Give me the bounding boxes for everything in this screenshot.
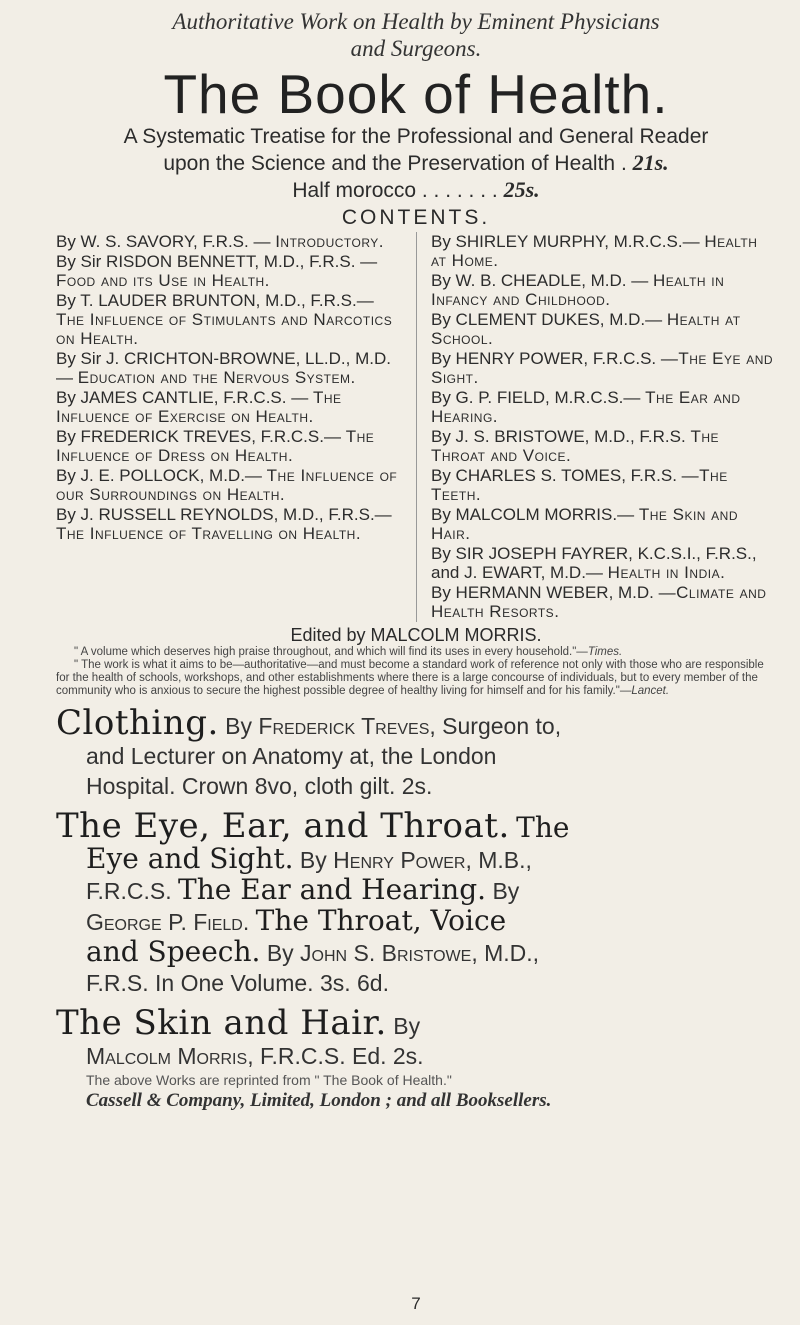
entry-topic: Food and its Use in Health. — [56, 271, 270, 290]
contents-right-column — [416, 232, 776, 622]
eet-title: The Eye, Ear, and Throat. — [56, 806, 510, 846]
clothing-title: Clothing. — [56, 703, 219, 743]
contents-entry — [56, 291, 406, 348]
contents-entry — [56, 505, 406, 543]
skin-title: The Skin and Hair. — [56, 1003, 387, 1043]
header-line-1: Authoritative Work on Health by Eminent Physicians — [172, 9, 660, 34]
contents-entry — [431, 583, 776, 621]
publisher-line: Cassell & Company, Limited, London ; and all Booksellers. — [86, 1090, 552, 1111]
entry-author: By JAMES CANTLIE, F.R.C.S. — — [56, 388, 309, 407]
entry-topic: —The Eye and Sight. — [431, 349, 774, 387]
entry-author: By CLEMENT DUKES, M.D.— — [431, 310, 663, 329]
contents-entry — [431, 388, 776, 426]
entry-topic: —Climate and Health Resorts. — [431, 583, 767, 621]
entry-topic: The Influence of our Surroundings on Health. — [56, 466, 398, 504]
entry-author: By T. LAUDER BRUNTON, M.D., F.R.S.— — [56, 291, 374, 310]
eet-by-3: By — [266, 940, 294, 966]
contents-entry — [56, 232, 406, 251]
listing-eye-ear-throat — [56, 806, 776, 998]
contents-columns — [56, 232, 776, 622]
contents-entry — [431, 427, 776, 465]
entry-author: By Sir RISDON BENNETT, M.D., F.R.S. — — [56, 252, 378, 271]
contents-entry — [56, 388, 406, 426]
contents-entry — [56, 427, 406, 465]
price-morocco: 25s. — [503, 177, 540, 202]
eet-throat-voice: The Throat, Voice — [255, 904, 507, 937]
contents-entry — [431, 349, 776, 387]
entry-author: By HERMANN WEBER, M.D. — [431, 583, 654, 602]
review-quote — [56, 646, 776, 659]
desc-text-2: upon the Science and the Preservation of Health . — [163, 152, 627, 175]
eet-author-bristowe: John S. Bristowe — [300, 940, 472, 966]
clothing-by: By — [225, 713, 252, 739]
eet-speech: and Speech. — [86, 935, 261, 968]
entry-topic: —The Teeth. — [431, 466, 728, 504]
entry-topic: The Influence of Stimulants and Narcotics on Health. — [56, 310, 393, 348]
header-line-2: and Surgeons. — [350, 36, 482, 61]
eet-by-1: By — [299, 847, 327, 873]
review-text: " A volume which deserves high praise throughout, and which will find its uses in every household."— — [74, 646, 588, 658]
entry-author: By J. S. BRISTOWE, M.D., F.R.S. — [431, 427, 686, 446]
entry-topic: The Throat and Voice. — [431, 427, 720, 465]
entry-topic: Health at Home. — [431, 232, 758, 270]
entry-author: By G. P. FIELD, M.R.C.S.— — [431, 388, 641, 407]
contents-entry — [431, 310, 776, 348]
eet-author-power: Henry Power — [333, 847, 466, 873]
review-source: Times. — [587, 646, 623, 658]
entry-author: By W. B. CHEADLE, M.D. — — [431, 271, 649, 290]
entry-topic: Education and the Nervous System. — [77, 368, 356, 387]
eet-ear-hearing: The Ear and Hearing. — [178, 873, 487, 906]
entry-author: By CHARLES S. TOMES, F.R.S. — [431, 466, 677, 485]
reprint-note: The above Works are reprinted from " The Book of Health." — [86, 1072, 452, 1088]
entry-topic: The Ear and Hearing. — [431, 388, 741, 426]
entry-author: By FREDERICK TREVES, F.R.C.S.— — [56, 427, 341, 446]
contents-entry — [56, 349, 406, 387]
book-description-1: A Systematic Treatise for the Professional and General Reader — [123, 125, 709, 148]
skin-by: By — [393, 1013, 421, 1039]
page-number: 7 — [411, 1294, 421, 1313]
contents-entry — [431, 271, 776, 309]
eet-degree-3: , M.D., — [471, 940, 540, 966]
eet-degree-1b: F.R.C.S. — [86, 878, 172, 904]
entry-author: By J. E. POLLOCK, M.D.— — [56, 466, 262, 485]
price-cloth: 21s. — [632, 150, 669, 175]
entry-author: By SIR JOSEPH FAYRER, K.C.S.I., F.R.S., and J. EWART, M.D.— — [431, 544, 757, 582]
clothing-detail-1: , Surgeon to, — [429, 713, 562, 739]
contents-entry — [56, 466, 406, 504]
entry-author: By MALCOLM MORRIS.— — [431, 505, 635, 524]
skin-author: Malcolm Morris — [86, 1043, 248, 1069]
listing-skin-hair — [56, 1003, 776, 1071]
entry-topic: Health in Infancy and Childhood. — [431, 271, 725, 309]
contents-entry — [431, 232, 776, 270]
page — [56, 8, 776, 1318]
entry-topic: The Influence of Exercise on Health. — [56, 388, 342, 426]
contents-entry — [431, 505, 776, 543]
eet-sub-the: The — [516, 811, 570, 844]
eet-eye-sight: Eye and Sight. — [86, 842, 294, 875]
listing-clothing — [56, 703, 776, 801]
entry-author: By Sir J. CRICHTON-BROWNE, LL.D., M.D.— — [56, 349, 391, 387]
entry-author: By W. S. SAVORY, F.R.S. — — [56, 232, 271, 251]
contents-entry — [431, 544, 776, 582]
entry-author: By SHIRLEY MURPHY, M.R.C.S.— — [431, 232, 700, 251]
eet-author-field: George P. Field. — [86, 909, 250, 935]
entry-topic: The Influence of Dress on Health. — [56, 427, 375, 465]
skin-detail: , F.R.C.S. Ed. 2s. — [247, 1043, 424, 1069]
desc-text-3: Half morocco . . . . . . . — [292, 179, 498, 202]
contents-heading: CONTENTS. — [341, 206, 491, 229]
review-text: " The work is what it aims to be—authoritative—and must become a standard work of reference not only with those who are responsible for the health of schools, workshops, and other establishments where there is a large concourse of individuals, but to every member of the community who is anxious to secure the highest possible degree of healthy living for himself and for his family."— — [56, 659, 764, 697]
editor-line: Edited by MALCOLM MORRIS. — [290, 625, 542, 645]
entry-topic: Health at School. — [431, 310, 741, 348]
entry-author: By J. RUSSELL REYNOLDS, M.D., F.R.S.— — [56, 505, 392, 524]
review-quote — [56, 659, 776, 698]
clothing-author: Frederick Treves — [258, 713, 430, 739]
contents-entry — [431, 466, 776, 504]
entry-author: By HENRY POWER, F.R.C.S. — [431, 349, 657, 368]
eet-degree-1: , M.B., — [465, 847, 532, 873]
book-title: The Book of Health. — [163, 63, 669, 125]
eet-by-2: By — [492, 878, 520, 904]
book-description-2 — [56, 150, 776, 177]
eet-degree-3b: F.R.S. In One Volume. 3s. 6d. — [86, 970, 389, 996]
review-source: Lancet. — [631, 685, 670, 697]
entry-topic: Introductory. — [275, 232, 385, 251]
contents-entry — [56, 252, 406, 290]
entry-topic: Health in India. — [607, 563, 726, 582]
contents-left-column — [56, 232, 416, 622]
clothing-detail-3: Hospital. Crown 8vo, cloth gilt. 2s. — [86, 773, 433, 799]
entry-topic: The Influence of Travelling on Health. — [56, 524, 362, 543]
clothing-detail-2: and Lecturer on Anatomy at, the London — [86, 743, 497, 769]
book-description-3 — [56, 177, 776, 204]
entry-topic: The Skin and Hair. — [431, 505, 739, 543]
